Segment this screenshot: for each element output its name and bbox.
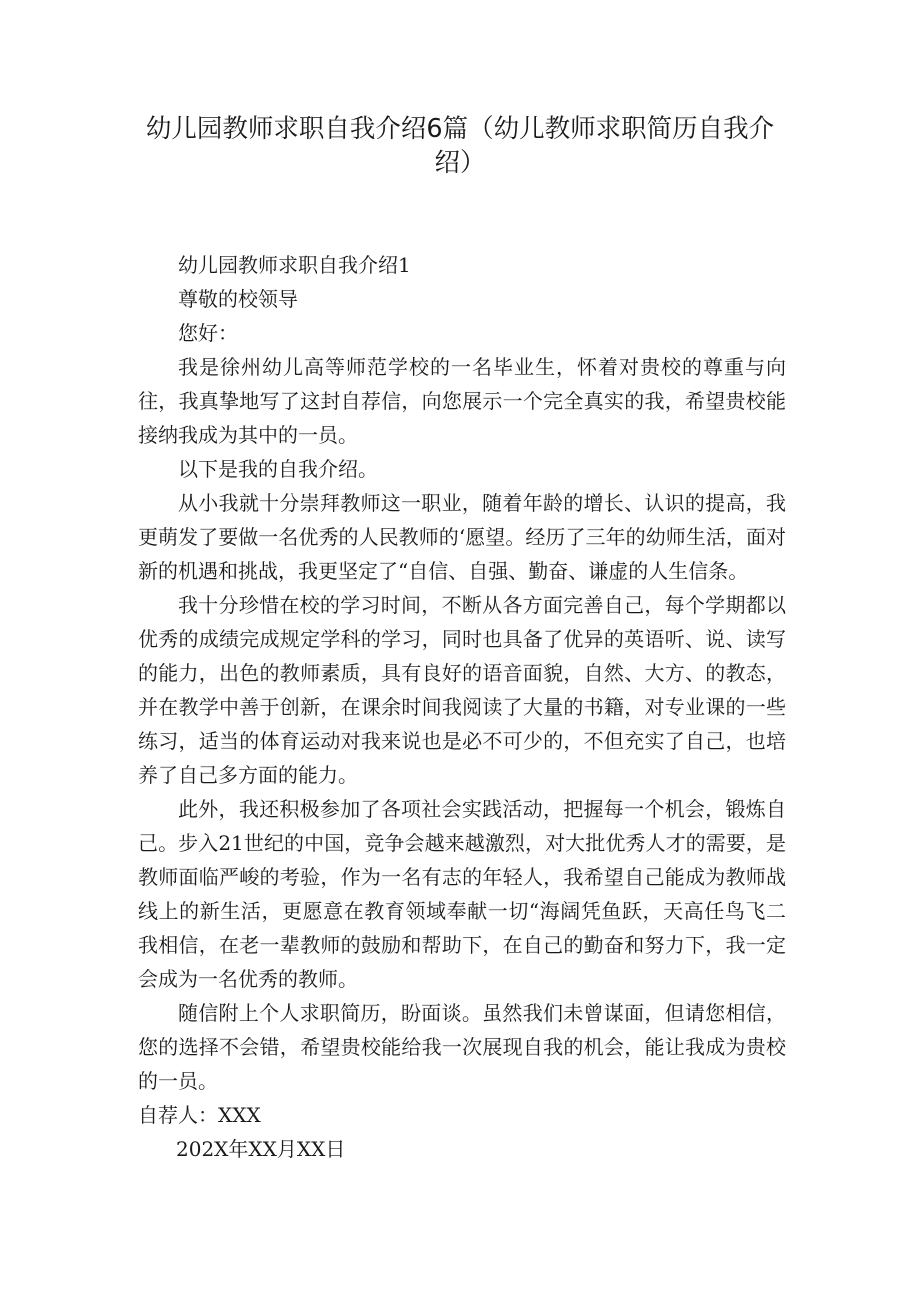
letter-date: 202X年XX月XX日 bbox=[176, 1137, 346, 1161]
letter-signature: 自荐人：XXX bbox=[138, 1103, 261, 1127]
letter-salutation: 尊敬的校领导 bbox=[178, 287, 298, 311]
letter-paragraph: 从小我就十分崇拜教师这一职业，随着年龄的增长、认识的提高，我更萌发了要做一名优秀的人民教师的‘愿望。经历了三年的幼师生活，面对新的机遇和挑战，我更坚定了“自信、自强、勤奋、谦虚的人生信条。 bbox=[138, 491, 786, 583]
letter-greeting: 您好： bbox=[178, 321, 238, 345]
document-title: 幼儿园教师求职自我介绍6篇（幼儿教师求职简历自我介绍） bbox=[145, 114, 775, 178]
letter-paragraph: 我是徐州幼儿高等师范学校的一名毕业生，怀着对贵校的尊重与向往，我真挚地写了这封自荐信，向您展示一个完全真实的我，希望贵校能接纳我成为其中的一员。 bbox=[138, 355, 786, 447]
letter-body bbox=[138, 248, 786, 1166]
letter-paragraph: 随信附上个人求职简历，盼面谈。虽然我们未曾谋面，但请您相信，您的选择不会错，希望贵校能给我一次展现自我的机会，能让我成为贵校的一员。 bbox=[138, 1001, 786, 1093]
letter-heading: 幼儿园教师求职自我介绍1 bbox=[178, 253, 411, 277]
letter-paragraph: 我十分珍惜在校的学习时间，不断从各方面完善自己，每个学期都以优秀的成绩完成规定学科的学习，同时也具备了优异的英语听、说、读写的能力，出色的教师素质，具有良好的语音面貌，自然、大方、的教态，并在教学中善于创新，在课余时间我阅读了大量的书籍，对专业课的一些练习，适当的体育运动对我来说也是必不可少的，不但充实了自己，也培养了自己多方面的能力。 bbox=[138, 593, 786, 787]
letter-paragraph: 以下是我的自我介绍。 bbox=[178, 457, 378, 481]
letter-paragraph: 此外，我还积极参加了各项社会实践活动，把握每一个机会，锻炼自己。步入21世纪的中国，竞争会越来越激烈，对大批优秀人才的需要，是教师面临严峻的考验，作为一名有志的年轻人，我希望自己能成为教师战线上的新生活，更愿意在教育领域奉献一切“海阔凭鱼跃，天高任鸟飞二我相信，在老一辈教师的鼓励和帮助下，在自己的勤奋和努力下，我一定会成为一名优秀的教师。 bbox=[138, 797, 786, 991]
